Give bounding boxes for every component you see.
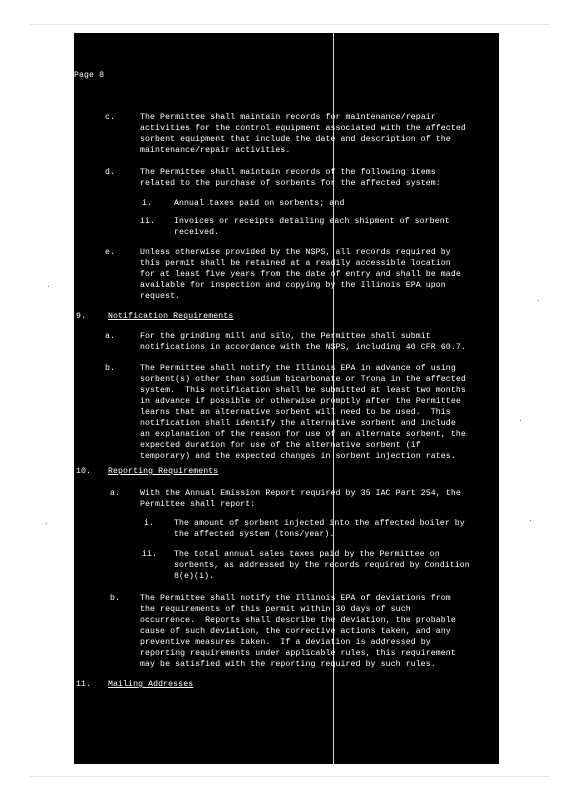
section-10-title: Reporting Requirements — [108, 467, 219, 476]
item-e-line-4: available for inspection and copying by the Illinois EPA upon — [140, 281, 446, 290]
item-c-line-3: sorbent equipment that include the date and description of the — [140, 135, 451, 144]
s9-a-line-1: For the grinding mill and silo, the Permittee shall submit — [140, 332, 431, 341]
item-d-line-1: The Permittee shall maintain records of the following items — [140, 168, 436, 177]
item-d-i-label: i. — [142, 199, 153, 208]
item-c-line-2: activities for the control equipment associated with the affected — [140, 124, 466, 133]
section-11-number: 11. — [76, 680, 92, 689]
scan-speck — [520, 420, 521, 421]
s10-a-label: a. — [110, 489, 121, 498]
s9-b-line-1: The Permittee shall notify the Illinois EPA in advance of using — [140, 364, 456, 373]
s10-a-ii-label: ii. — [142, 550, 158, 559]
scan-speck — [46, 523, 47, 524]
s9-b-line-3: system. This notification shall be submitted at least two months — [140, 386, 466, 395]
s9-b-line-5: learns that an alternative sorbent will need to be used. This — [140, 408, 451, 417]
s10-a-ii-line-3: 8(e)(i). — [174, 572, 215, 581]
s10-b-label: b. — [110, 594, 121, 603]
item-d-i-line-1: Annual taxes paid on sorbents; and — [174, 199, 345, 208]
page-header: Page 8 — [74, 71, 105, 80]
s10-b-line-2: the requirements of this permit within 30 days of such — [140, 605, 411, 614]
s10-b-line-4: cause of such deviation, the corrective actions taken, and any — [140, 627, 451, 636]
s10-a-line-2: Permittee shall report: — [140, 500, 256, 509]
item-e-line-2: this permit shall be retained at a readily accessible location — [140, 259, 451, 268]
scan-edge-bottom — [30, 776, 550, 777]
item-d-line-2: related to the purchase of sorbents for the affected system: — [140, 179, 441, 188]
item-d-ii-line-2: received. — [174, 228, 220, 237]
item-c-line-4: maintenance/repair activities. — [140, 146, 291, 155]
scan-edge-top — [30, 24, 550, 25]
item-c-label: c. — [105, 113, 116, 122]
s10-b-line-7: may be satisfied with the reporting required by such rules. — [140, 660, 436, 669]
s10-b-line-6: reporting requirements under applicable rules, this requirement — [140, 649, 456, 658]
s9-b-line-2: sorbent(s) other than sodium bicarbonate or Trona in the affected — [140, 375, 466, 384]
s9-b-label: b. — [105, 364, 116, 373]
section-9-number: 9. — [76, 312, 87, 321]
item-d-ii-line-1: Invoices or receipts detailing each shipment of sorbent — [174, 217, 450, 226]
s10-a-ii-line-2: sorbents, as addressed by the records required by Condition — [174, 561, 470, 570]
s10-b-line-3: occurrence. Reports shall describe the deviation, the probable — [140, 616, 456, 625]
s9-b-line-4: in advance if possible or otherwise promptly after the Permittee — [140, 397, 461, 406]
item-e-line-3: for at least five years from the date of entry and shall be made — [140, 270, 461, 279]
s9-b-line-9: temporary) and the expected changes in sorbent injection rates. — [140, 452, 456, 461]
s10-b-line-5: preventive measures taken. If a deviation is addressed by — [140, 638, 431, 647]
scanned-page — [74, 33, 499, 764]
s10-a-i-label: i. — [144, 519, 155, 528]
item-e-line-5: request. — [140, 292, 181, 301]
item-e-line-1: Unless otherwise provided by the NSPS, all records required by — [140, 248, 451, 257]
scan-speck — [48, 286, 49, 287]
item-c-line-1: The Permittee shall maintain records for maintenance/repair — [140, 113, 436, 122]
section-11-title: Mailing Addresses — [108, 680, 194, 689]
s10-a-i-line-2: the affected system (tons/year). — [174, 530, 335, 539]
s9-a-label: a. — [105, 332, 116, 341]
section-9-title: Notification Requirements — [108, 312, 234, 321]
scan-speck — [538, 300, 539, 301]
s10-a-i-line-1: The amount of sorbent injected into the affected boiler by — [174, 519, 465, 528]
s10-a-line-1: With the Annual Emission Report required by 35 IAC Part 254, the — [140, 489, 461, 498]
s10-a-ii-line-1: The total annual sales taxes paid by the Permittee on — [174, 550, 440, 559]
s10-b-line-1: The Permittee shall notify the Illinois EPA of deviations from — [140, 594, 451, 603]
s9-b-line-8: expected duration for use of the alternative sorbent (if — [140, 441, 421, 450]
scan-speck — [530, 520, 531, 521]
item-d-label: d. — [105, 168, 116, 177]
item-e-label: e. — [105, 248, 116, 257]
item-d-ii-label: ii. — [140, 217, 156, 226]
s9-a-line-2: notifications in accordance with the NSPS, including 40 CFR 60.7. — [140, 343, 466, 352]
s9-b-line-6: notification shall identify the alternative sorbent and include — [140, 419, 456, 428]
s9-b-line-7: an explanation of the reason for use of an alternate sorbent, the — [140, 430, 466, 439]
section-10-number: 10. — [76, 467, 92, 476]
